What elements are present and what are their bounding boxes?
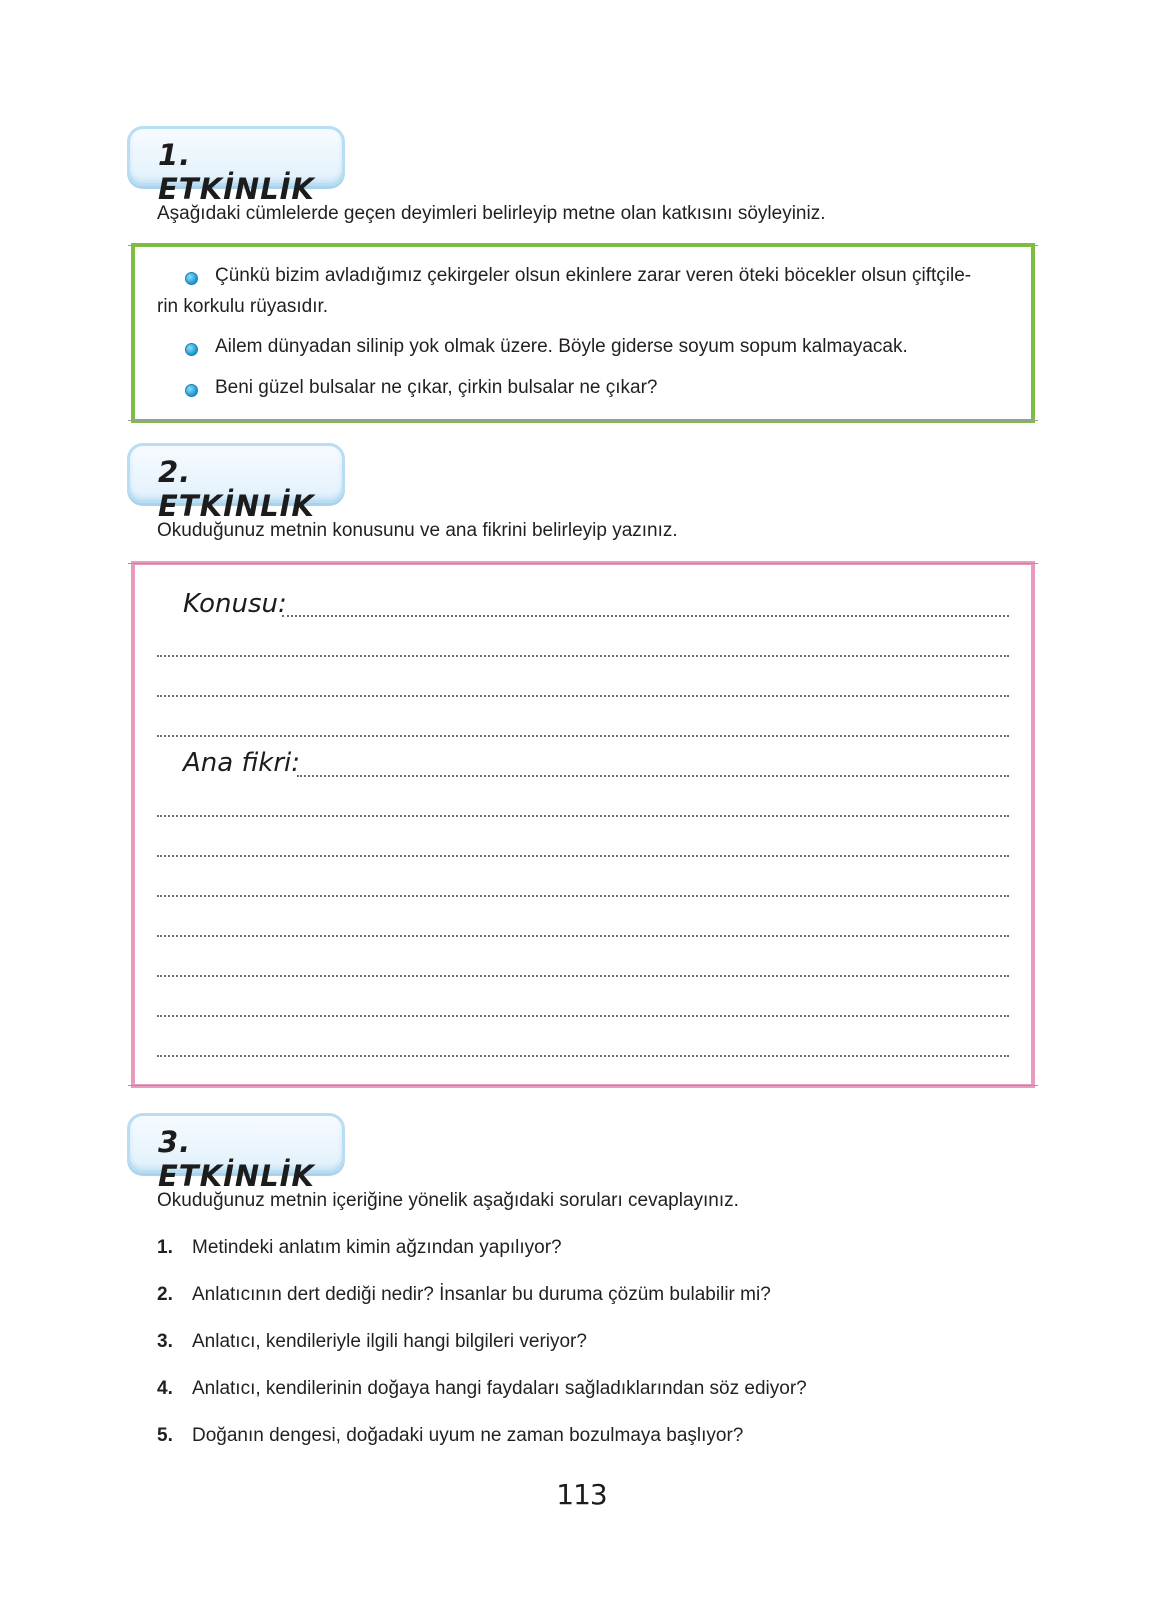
- answer-line[interactable]: [157, 815, 1009, 817]
- sentence-1-line-1: Çünkü bizim avladığımız çekirgeler olsun ekinlere zarar veren öteki böcekler olsun çiftçile-: [215, 265, 972, 286]
- answer-line[interactable]: [157, 695, 1009, 697]
- activity-2-writing-box: [131, 561, 1035, 1088]
- question-text: Doğanın dengesi, doğadaki uyum ne zaman bozulmaya başlıyor?: [192, 1425, 744, 1446]
- activity-3-instruction: Okuduğunuz metnin içeriğine yönelik aşağıdaki soruları cevaplayınız.: [157, 1190, 739, 1211]
- answer-line[interactable]: [157, 655, 1009, 657]
- answer-line[interactable]: [157, 975, 1009, 977]
- activity-3-tab: [127, 1113, 345, 1193]
- answer-line[interactable]: [157, 735, 1009, 737]
- sentence-2: Ailem dünyadan silinip yok olmak üzere. Böyle giderse soyum sopum kalmayacak.: [215, 336, 908, 357]
- bullet-icon: [185, 384, 198, 397]
- answer-line[interactable]: [157, 895, 1009, 897]
- sentence-3: Beni güzel bulsalar ne çıkar, çirkin bulsalar ne çıkar?: [215, 377, 658, 398]
- question-number: 1.: [157, 1237, 173, 1258]
- activity-1-sentence-box: [131, 243, 1035, 423]
- question-number: 3.: [157, 1331, 173, 1352]
- activity-2-instruction: Okuduğunuz metnin konusunu ve ana fikrini belirleyip yazınız.: [157, 520, 678, 541]
- question-number: 4.: [157, 1378, 173, 1399]
- main-idea-answer-line[interactable]: [297, 775, 1009, 777]
- question-text: Metindeki anlatım kimin ağzından yapılıyor?: [192, 1237, 562, 1258]
- topic-label: Konusu:: [183, 589, 287, 619]
- answer-line[interactable]: [157, 1055, 1009, 1057]
- sentence-1-line-2: rin korkulu rüyasıdır.: [157, 296, 329, 317]
- answer-line[interactable]: [157, 1015, 1009, 1017]
- activity-1-tab: [127, 126, 345, 206]
- activity-2-tab: [127, 443, 345, 523]
- question-text: Anlatıcının dert dediği nedir? İnsanlar bu duruma çözüm bulabilir mi?: [192, 1284, 771, 1305]
- activity-1-instruction: Aşağıdaki cümlelerde geçen deyimleri belirleyip metne olan katkısını söyleyiniz.: [157, 203, 826, 224]
- question-text: Anlatıcı, kendileriyle ilgili hangi bilgileri veriyor?: [192, 1331, 587, 1352]
- main-idea-label: Ana fikri:: [183, 748, 300, 778]
- page-number: 113: [556, 1478, 607, 1511]
- topic-answer-line[interactable]: [282, 615, 1009, 617]
- answer-line[interactable]: [157, 935, 1009, 937]
- activity-3-title: 3. ETKİNLİK: [158, 1125, 315, 1193]
- question-text: Anlatıcı, kendilerinin doğaya hangi faydaları sağladıklarından söz ediyor?: [192, 1378, 807, 1399]
- bullet-icon: [185, 272, 198, 285]
- bullet-icon: [185, 343, 198, 356]
- question-number: 2.: [157, 1284, 173, 1305]
- question-number: 5.: [157, 1425, 173, 1446]
- activity-1-title: 1. ETKİNLİK: [158, 138, 315, 206]
- activity-2-title: 2. ETKİNLİK: [158, 455, 315, 523]
- answer-line[interactable]: [157, 855, 1009, 857]
